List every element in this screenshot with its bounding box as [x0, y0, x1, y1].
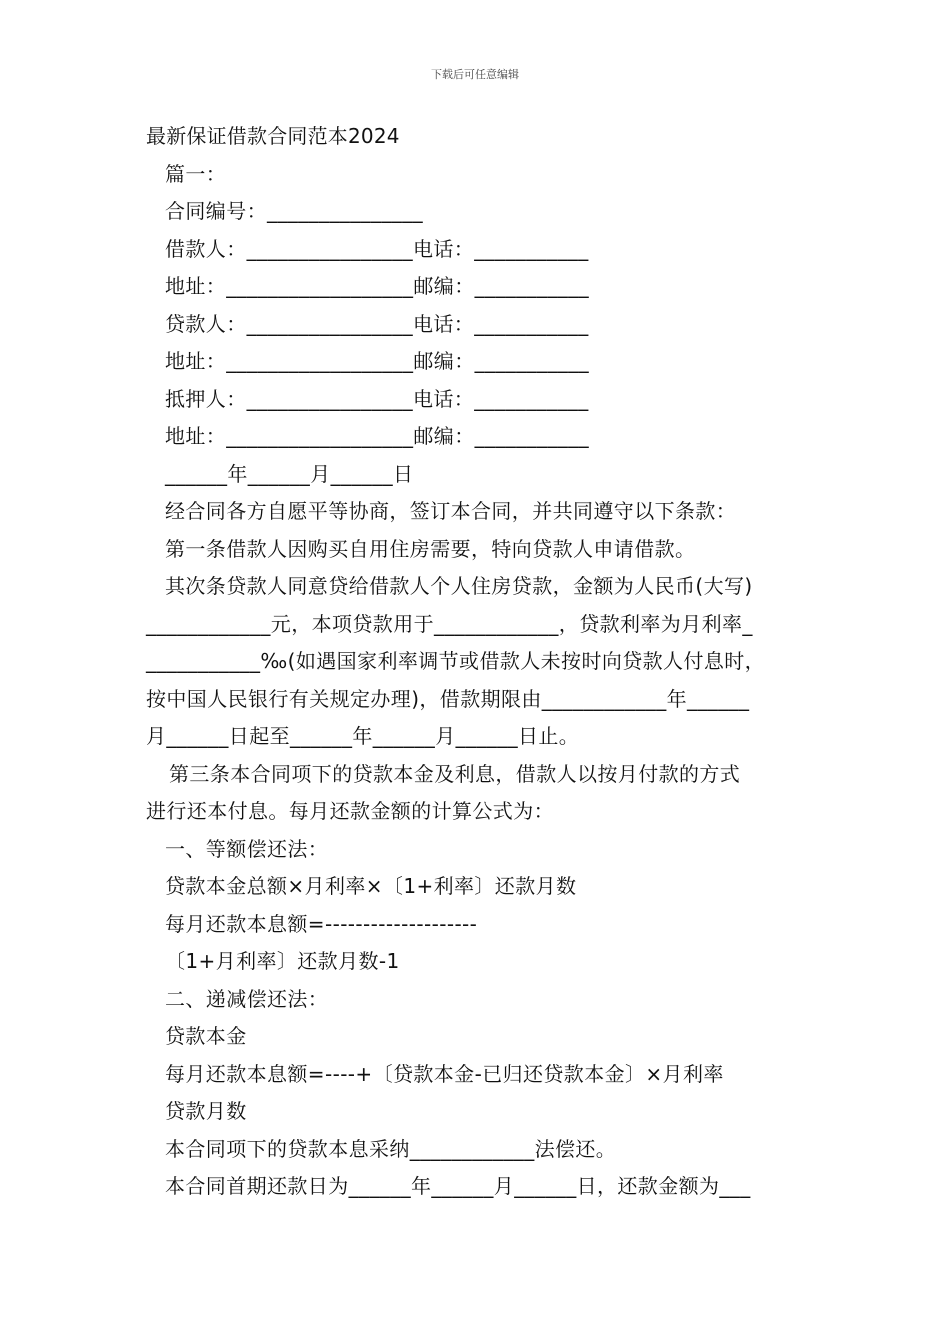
article-3-line-2: 进行还本付息。每月还款金额的计算公式为： [146, 799, 554, 823]
article-2-line-5: 月______日起至______年______月______日止。 [146, 724, 580, 748]
borrower-address-line: 地址：__________________邮编：___________ [165, 274, 589, 298]
formula-1-left: 每月还款本息额=-------------------- [165, 911, 478, 936]
lender-address-line: 地址：__________________邮编：___________ [165, 349, 589, 373]
date-line: ______年______月______日 [165, 461, 414, 486]
mortgagor-address-line: 地址：__________________邮编：___________ [165, 424, 589, 448]
method-1-heading: 一、等额偿还法： [165, 836, 329, 861]
lender-line: 贷款人：________________电话：___________ [165, 311, 589, 336]
article-2-line-2: ____________元，本项贷款用于____________，贷款利率为月利率_ [146, 611, 753, 636]
contract-number-line: 合同编号：_______________ [165, 199, 423, 223]
article-3-line-1: 第三条本合同项下的贷款本金及利息，借款人以按月付款的方式 [169, 761, 741, 786]
header-note: 下载后可任意编辑 [431, 68, 519, 81]
formula-1-numerator: 贷款本金总额×月利率×〔1+利率〕还款月数 [165, 874, 577, 898]
article-2-line-4: 按中国人民银行有关规定办理)，借款期限由____________年______ [146, 686, 750, 711]
repayment-method-line: 本合同项下的贷款本息采纳____________法偿还。 [165, 1136, 617, 1161]
preamble-line: 经合同各方自愿平等协商，签订本合同，并共同遵守以下条款： [165, 499, 737, 523]
formula-2-main: 每月还款本息额=----+〔贷款本金-已归还贷款本金〕×月利率 [165, 1061, 724, 1086]
first-repayment-line: 本合同首期还款日为______年______月______日，还款金额为___ [165, 1174, 751, 1198]
document-title: 最新保证借款合同范本2024 [146, 124, 400, 148]
formula-2-numerator: 贷款本金 [165, 1024, 247, 1048]
borrower-line: 借款人：________________电话：___________ [165, 236, 589, 261]
section-label: 篇一： [165, 161, 227, 186]
method-2-heading: 二、递减偿还法： [165, 986, 329, 1011]
article-1-line: 第一条借款人因购买自用住房需要，特向贷款人申请借款。 [165, 536, 696, 561]
mortgagor-line: 抵押人：________________电话：___________ [165, 386, 589, 411]
formula-2-denominator: 贷款月数 [165, 1099, 247, 1123]
formula-1-denominator: 〔1+月利率〕还款月数-1 [165, 949, 400, 973]
article-2-line-3: ___________‰(如遇国家利率调节或借款人未按时向贷款人付息时， [146, 649, 766, 673]
article-2-line-1: 其次条贷款人同意贷给借款人个人住房贷款，金额为人民币(大写) [165, 574, 753, 598]
document-body [146, 118, 818, 1206]
